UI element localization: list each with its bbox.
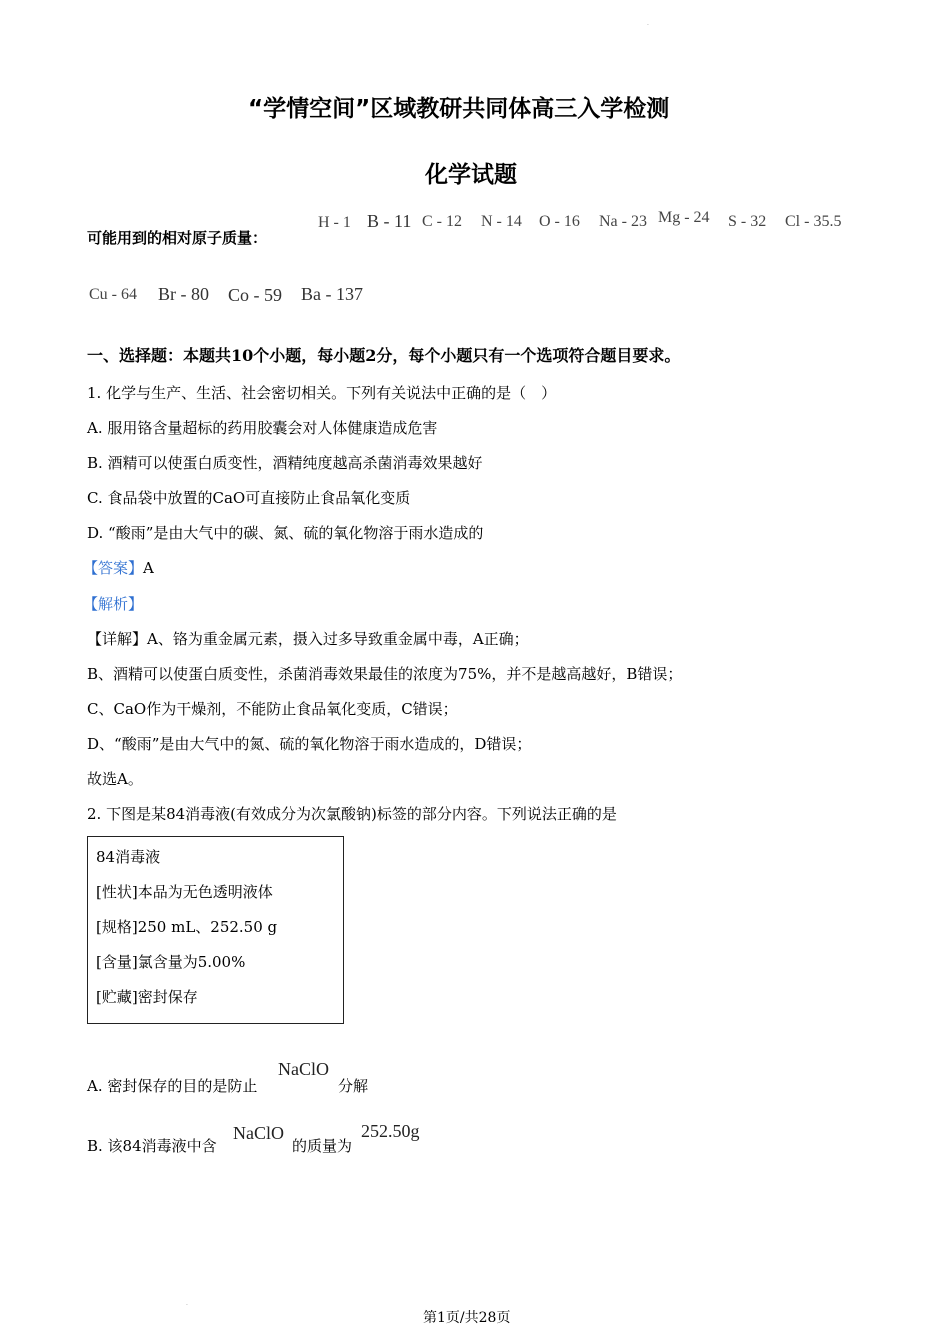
- q2-option-a-suffix: 分解: [338, 1077, 369, 1095]
- mass-o: O - 16: [539, 213, 580, 230]
- q1-option-b: B. 酒精可以使蛋白质变性，酒精纯度越高杀菌消毒效果越好: [87, 454, 483, 472]
- q2-option-b-value: 252.50g: [361, 1121, 420, 1141]
- q1-option-d: D. “酸雨”是由大气中的碳、氮、硫的氧化物溶于雨水造成的: [87, 524, 484, 542]
- label-line-property: [性状]本品为无色透明液体: [96, 883, 273, 901]
- answer-tag: 【答案】: [83, 559, 144, 577]
- page-number: 第1页/共28页: [423, 1310, 511, 1326]
- q1-detail-3: C、CaO作为干燥剂，不能防止食品氧化变质，C错误；: [87, 700, 458, 718]
- q1-stem: 1. 化学与生产、生活、社会密切相关。下列有关说法中正确的是（ ）: [87, 384, 557, 402]
- mass-h: H - 1: [318, 214, 351, 231]
- label-line-content: [含量]氯含量为5.00%: [96, 953, 246, 971]
- mass-b: B - 11: [367, 211, 412, 231]
- q1-detail-5: 故选A。: [87, 770, 143, 788]
- section-heading: 一、选择题：本题共10个小题，每小题2分，每个小题只有一个选项符合题目要求。: [87, 346, 681, 365]
- mass-c: C - 12: [422, 213, 462, 230]
- label-line-name: 84消毒液: [96, 848, 161, 866]
- atomic-mass-label: 可能用到的相对原子质量：: [87, 229, 268, 247]
- q1-answer: [83, 558, 154, 578]
- label-line-storage: [贮藏]密封保存: [96, 988, 198, 1006]
- decorative-dot: .: [186, 1300, 188, 1307]
- mass-n: N - 14: [481, 213, 522, 230]
- q2-option-a-formula: NaClO: [278, 1059, 329, 1079]
- q1-option-c: C. 食品袋中放置的CaO可直接防止食品氧化变质: [87, 489, 411, 507]
- q1-analysis-tag: 【解析】: [83, 595, 144, 613]
- mass-na: Na - 23: [599, 213, 647, 230]
- q2-option-a-text: A. 密封保存的目的是防止: [87, 1077, 258, 1095]
- q2-option-b-text: B. 该84消毒液中含: [87, 1137, 217, 1155]
- mass-mg: Mg - 24: [658, 209, 710, 226]
- q1-detail-4: D、“酸雨”是由大气中的氮、硫的氧化物溶于雨水造成的，D错误；: [87, 735, 532, 753]
- mass-cu: Cu - 64: [89, 286, 137, 303]
- q2-option-b-formula: NaClO: [233, 1123, 284, 1143]
- q1-detail-2: B、酒精可以使蛋白质变性，杀菌消毒效果最佳的浓度为75%，并不是越高越好，B错误；: [87, 665, 683, 683]
- mass-co: Co - 59: [228, 285, 282, 305]
- answer-value: A: [143, 559, 154, 577]
- exam-title: “学情空间”区域教研共同体高三入学检测: [248, 96, 670, 122]
- subject-title: 化学试题: [425, 162, 517, 188]
- mass-br: Br - 80: [158, 284, 209, 304]
- q1-option-a: A. 服用铬含量超标的药用胶囊会对人体健康造成危害: [87, 419, 438, 437]
- q2-option-b-mid: 的质量为: [292, 1137, 353, 1155]
- decorative-dot: .: [647, 20, 649, 27]
- mass-s: S - 32: [728, 213, 767, 230]
- q1-detail-1: 【详解】A、铬为重金属元素，摄入过多导致重金属中毒，A正确；: [87, 630, 529, 648]
- mass-cl: Cl - 35.5: [785, 213, 842, 230]
- q2-stem: 2. 下图是某84消毒液(有效成分为次氯酸钠)标签的部分内容。下列说法正确的是: [87, 805, 617, 823]
- mass-ba: Ba - 137: [301, 284, 363, 304]
- label-line-spec: [规格]250 mL、252.50 g: [96, 918, 278, 936]
